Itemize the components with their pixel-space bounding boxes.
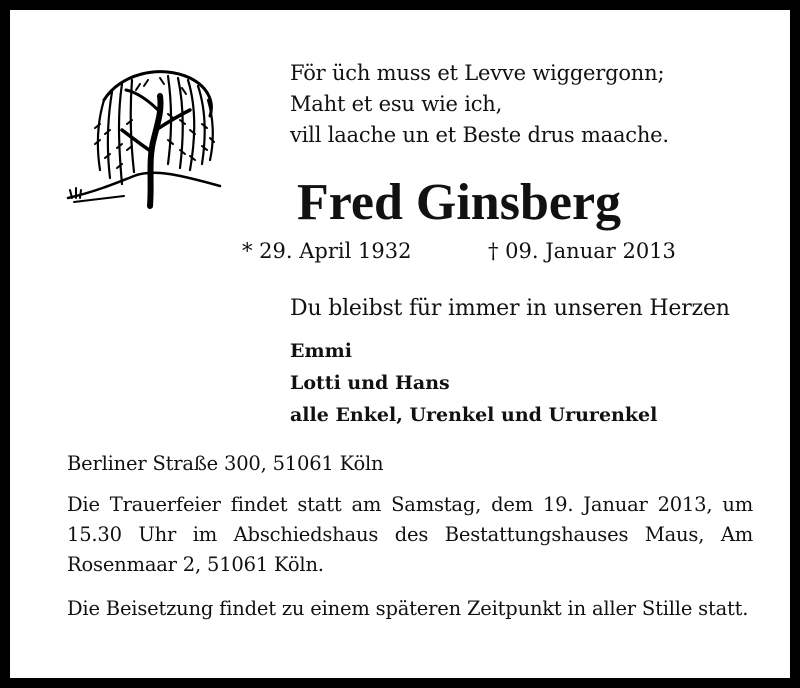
poem-line: För üch muss et Levve wiggergonn; [290, 61, 665, 85]
family-member: alle Enkel, Urenkel und Ururenkel [290, 404, 658, 426]
poem [290, 58, 669, 151]
ceremony-info: Die Trauerfeier findet statt am Samstag, dem 19. Januar 2013, um 15.30 Uhr im Abschiedshaus des Bestattungshauses Maus, Am Rosenmaar 2, 51061 Köln. [67, 493, 753, 576]
deceased-name: Fred Ginsberg [297, 174, 622, 231]
family-member: Lotti und Hans [290, 372, 450, 394]
death-date: † 09. Januar 2013 [488, 239, 676, 263]
family-list [290, 335, 657, 431]
address: Berliner Straße 300, 51061 Köln [67, 452, 384, 475]
weeping-willow-icon [64, 60, 224, 220]
burial-info: Die Beisetzung findet zu einem späteren Zeitpunkt in aller Stille statt. [67, 597, 749, 620]
family-member: Emmi [290, 340, 352, 362]
birth-date: * 29. April 1932 [242, 239, 412, 263]
poem-line: Maht et esu wie ich, [290, 92, 503, 116]
motto: Du bleibst für immer in unseren Herzen [290, 296, 730, 321]
poem-line: vill laache un et Beste drus maache. [290, 123, 669, 147]
